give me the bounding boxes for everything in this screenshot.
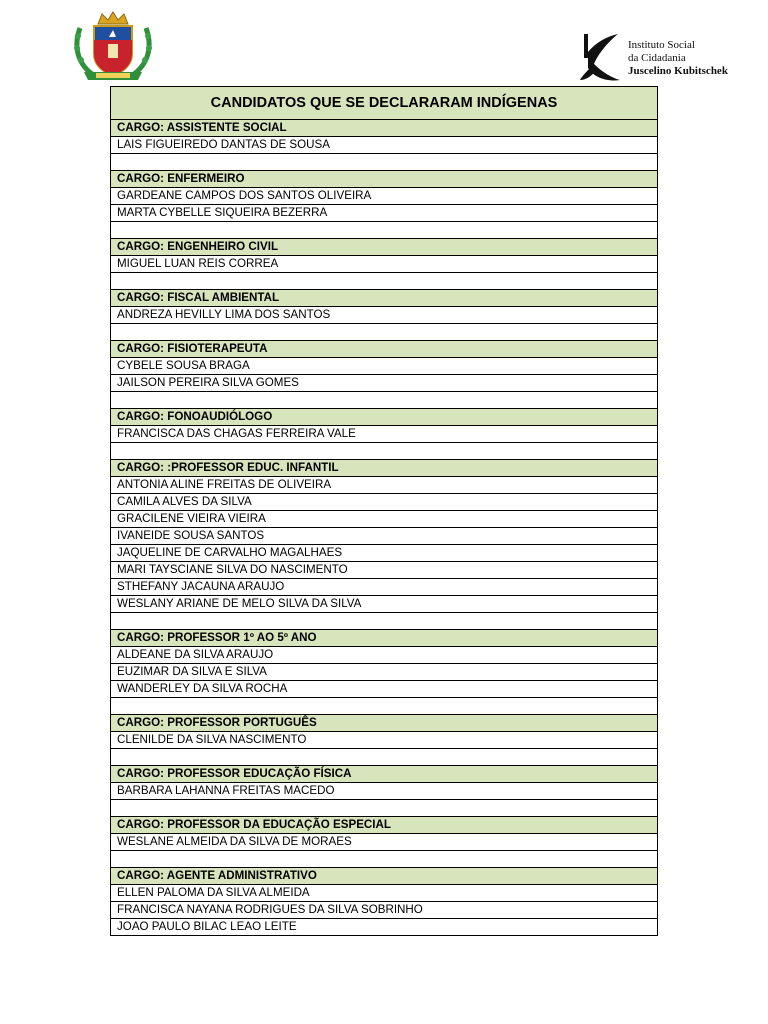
cargo-label: CARGO: ASSISTENTE SOCIAL	[111, 120, 658, 137]
cargo-label: CARGO: FONOAUDIÓLOGO	[111, 409, 658, 426]
cargo-header-row	[111, 341, 658, 358]
candidate-name: ANDREZA HEVILLY LIMA DOS SANTOS	[111, 307, 658, 324]
cargo-label: CARGO: PROFESSOR PORTUGUÊS	[111, 715, 658, 732]
table-row	[111, 375, 658, 392]
spacer-row	[111, 392, 658, 409]
isjk-line-1: Instituto Social	[628, 39, 695, 51]
candidate-name: GARDEANE CAMPOS DOS SANTOS OLIVEIRA	[111, 188, 658, 205]
spacer-cell	[111, 222, 658, 239]
table-row	[111, 919, 658, 936]
candidate-name: CLENILDE DA SILVA NASCIMENTO	[111, 732, 658, 749]
table-row	[111, 511, 658, 528]
cargo-header-row	[111, 868, 658, 885]
table-row	[111, 902, 658, 919]
table-row	[111, 545, 658, 562]
candidate-name: IVANEIDE SOUSA SANTOS	[111, 528, 658, 545]
candidate-name: GRACILENE VIEIRA VIEIRA	[111, 511, 658, 528]
cargo-header-row	[111, 239, 658, 256]
crest-icon	[72, 10, 154, 84]
cargo-label: CARGO: PROFESSOR DA EDUCAÇÃO ESPECIAL	[111, 817, 658, 834]
spacer-row	[111, 324, 658, 341]
isjk-mark-icon	[578, 32, 630, 84]
cargo-label: CARGO: :PROFESSOR EDUC. INFANTIL	[111, 460, 658, 477]
candidate-name: CYBELE SOUSA BRAGA	[111, 358, 658, 375]
isjk-line-2: da Cidadania	[628, 52, 686, 64]
candidate-name: WESLANY ARIANE DE MELO SILVA DA SILVA	[111, 596, 658, 613]
spacer-row	[111, 851, 658, 868]
table-row	[111, 494, 658, 511]
candidates-table	[110, 86, 658, 936]
table-row	[111, 188, 658, 205]
candidate-name: MIGUEL LUAN REIS CORREA	[111, 256, 658, 273]
cargo-header-row	[111, 715, 658, 732]
candidate-name: WESLANE ALMEIDA DA SILVA DE MORAES	[111, 834, 658, 851]
cargo-header-row	[111, 120, 658, 137]
spacer-row	[111, 613, 658, 630]
table-row	[111, 307, 658, 324]
spacer-cell	[111, 392, 658, 409]
cargo-label: CARGO: PROFESSOR 1º AO 5º ANO	[111, 630, 658, 647]
spacer-cell	[111, 800, 658, 817]
spacer-cell	[111, 698, 658, 715]
table-row	[111, 528, 658, 545]
candidate-name: MARI TAYSCIANE SILVA DO NASCIMENTO	[111, 562, 658, 579]
spacer-row	[111, 222, 658, 239]
cargo-header-row	[111, 409, 658, 426]
cargo-header-row	[111, 171, 658, 188]
spacer-row	[111, 443, 658, 460]
table-row	[111, 664, 658, 681]
table-row	[111, 137, 658, 154]
table-row	[111, 579, 658, 596]
spacer-cell	[111, 154, 658, 171]
candidate-name: MARTA CYBELLE SIQUEIRA BEZERRA	[111, 205, 658, 222]
candidate-name: WANDERLEY DA SILVA ROCHA	[111, 681, 658, 698]
cargo-label: CARGO: FISIOTERAPEUTA	[111, 341, 658, 358]
table-row	[111, 647, 658, 664]
candidate-name: FRANCISCA DAS CHAGAS FERREIRA VALE	[111, 426, 658, 443]
page-title: CANDIDATOS QUE SE DECLARARAM INDÍGENAS	[111, 87, 658, 120]
table-row	[111, 256, 658, 273]
candidate-name: EUZIMAR DA SILVA E SILVA	[111, 664, 658, 681]
cargo-label: CARGO: PROFESSOR EDUCAÇÃO FÍSICA	[111, 766, 658, 783]
spacer-cell	[111, 749, 658, 766]
table-row	[111, 783, 658, 800]
cargo-header-row	[111, 630, 658, 647]
cargo-label: CARGO: ENGENHEIRO CIVIL	[111, 239, 658, 256]
cargo-header-row	[111, 460, 658, 477]
candidate-name: ANTONIA ALINE FREITAS DE OLIVEIRA	[111, 477, 658, 494]
spacer-row	[111, 749, 658, 766]
spacer-cell	[111, 613, 658, 630]
table-row	[111, 205, 658, 222]
spacer-cell	[111, 324, 658, 341]
spacer-cell	[111, 851, 658, 868]
cargo-label: CARGO: ENFERMEIRO	[111, 171, 658, 188]
spacer-row	[111, 698, 658, 715]
candidate-name: FRANCISCA NAYANA RODRIGUES DA SILVA SOBRINHO	[111, 902, 658, 919]
candidate-name: BARBARA LAHANNA FREITAS MACEDO	[111, 783, 658, 800]
table-row	[111, 681, 658, 698]
cargo-header-row	[111, 290, 658, 307]
table-title-row	[111, 87, 658, 120]
candidate-name: JAQUELINE DE CARVALHO MAGALHAES	[111, 545, 658, 562]
spacer-row	[111, 273, 658, 290]
candidate-name: ELLEN PALOMA DA SILVA ALMEIDA	[111, 885, 658, 902]
spacer-cell	[111, 443, 658, 460]
table-row	[111, 562, 658, 579]
cargo-label: CARGO: FISCAL AMBIENTAL	[111, 290, 658, 307]
isjk-text	[628, 39, 728, 78]
candidate-name: CAMILA ALVES DA SILVA	[111, 494, 658, 511]
candidate-name: LAIS FIGUEIREDO DANTAS DE SOUSA	[111, 137, 658, 154]
candidate-name: ALDEANE DA SILVA ARAUJO	[111, 647, 658, 664]
cargo-label: CARGO: AGENTE ADMINISTRATIVO	[111, 868, 658, 885]
municipal-crest-logo	[72, 10, 154, 84]
isjk-logo	[578, 32, 748, 84]
candidate-name: JAILSON PEREIRA SILVA GOMES	[111, 375, 658, 392]
table-row	[111, 596, 658, 613]
candidate-name: JOAO PAULO BILAC LEAO LEITE	[111, 919, 658, 936]
table-row	[111, 834, 658, 851]
table-row	[111, 732, 658, 749]
table-row	[111, 477, 658, 494]
table-row	[111, 426, 658, 443]
spacer-row	[111, 800, 658, 817]
spacer-row	[111, 154, 658, 171]
isjk-line-3: Juscelino Kubitschek	[628, 65, 728, 77]
cargo-header-row	[111, 817, 658, 834]
table-row	[111, 358, 658, 375]
table-row	[111, 885, 658, 902]
spacer-cell	[111, 273, 658, 290]
candidate-name: STHEFANY JACAUNA ARAUJO	[111, 579, 658, 596]
cargo-header-row	[111, 766, 658, 783]
